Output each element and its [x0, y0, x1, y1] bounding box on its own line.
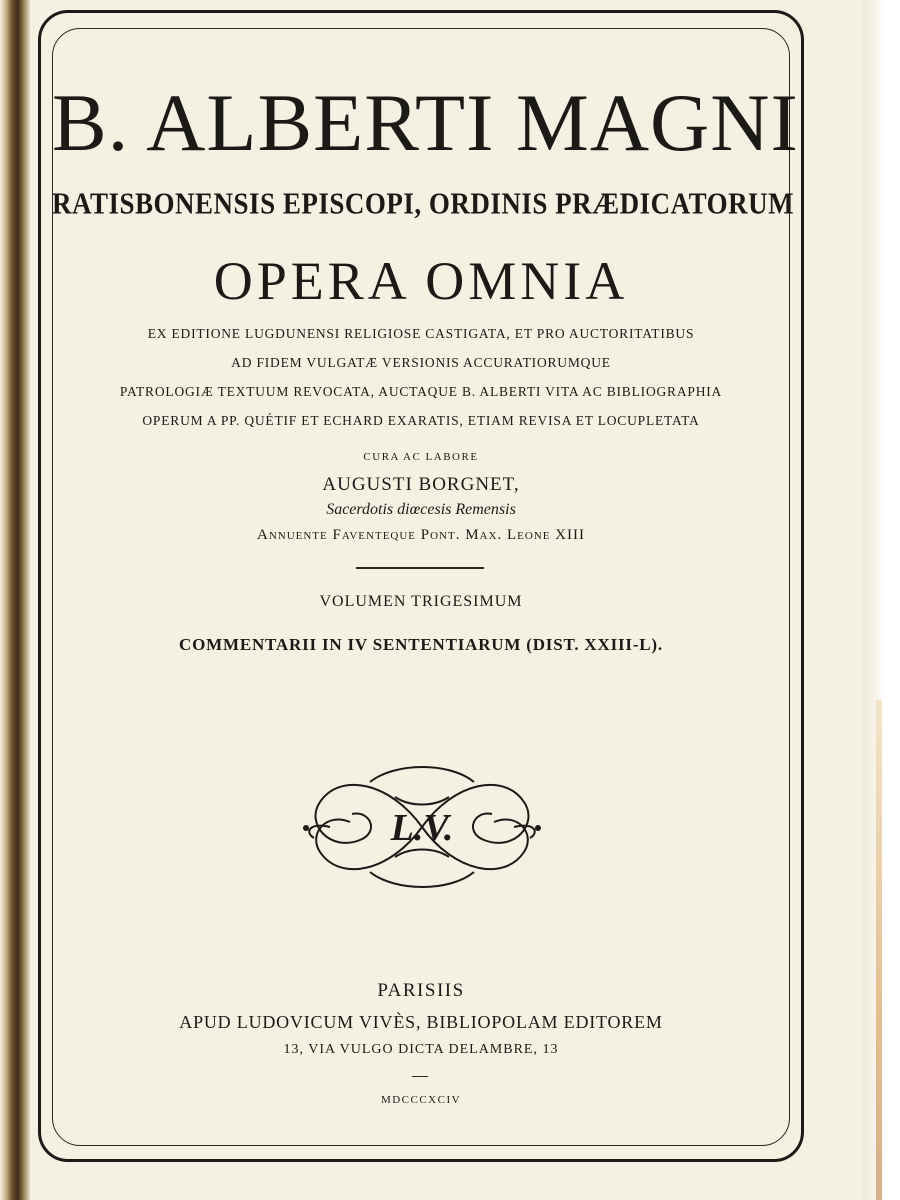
edition-line: PATROLOGIÆ TEXTUUM REVOCATA, AUCTAQUE B. ALBERTI VITA AC BIBLIOGRAPHIA [119, 384, 723, 399]
publisher-monogram-icon [300, 762, 544, 892]
editor-name: AUGUSTI BORGNET, [322, 474, 520, 495]
editor-role: Sacerdotis diœcesis Remensis [326, 501, 516, 518]
page-edge-stain [876, 700, 882, 1200]
ornament-monogram: L.V. [390, 807, 454, 849]
publisher-address: 13, VIA VULGO DICTA DELAMBRE, 13 [283, 1042, 559, 1057]
book-spine [0, 0, 30, 1200]
page-edge [862, 0, 900, 1200]
publisher: APUD LUDOVICUM VIVÈS, BIBLIOPOLAM EDITOREM [179, 1012, 663, 1032]
volume-number: VOLUMEN TRIGESIMUM [319, 593, 523, 610]
work-title: OPERA OMNIA [213, 251, 629, 311]
volume-contents: COMMENTARII IN IV SENTENTIARUM (DIST. XXIII-L). [179, 635, 663, 654]
divider-rule [356, 567, 484, 569]
author-name: B. ALBERTI MAGNI [52, 77, 799, 168]
edition-line: EX EDITIONE LUGDUNENSI RELIGIOSE CASTIGATA, ET PRO AUCTORITATIBUS [147, 326, 695, 341]
author-subtitle: RATISBONENSIS EPISCOPI, ORDINIS PRÆDICATORUM [52, 186, 795, 221]
cura-label: CURA AC LABORE [363, 451, 479, 463]
edition-line: OPERUM A PP. QUÉTIF ET ECHARD EXARATIS, ETIAM REVISA ET LOCUPLETATA [142, 413, 700, 428]
title-page-content [52, 28, 799, 1146]
place-of-publication: PARISIIS [377, 980, 465, 1001]
publication-year: MDCCCXCIV [380, 1094, 462, 1106]
edition-line: AD FIDEM VULGATÆ VERSIONIS ACCURATIORUMQUE [231, 355, 611, 370]
short-divider [412, 1076, 428, 1077]
papal-approval: Annuente Faventeque Pont. Max. Leone XIII [256, 527, 586, 543]
